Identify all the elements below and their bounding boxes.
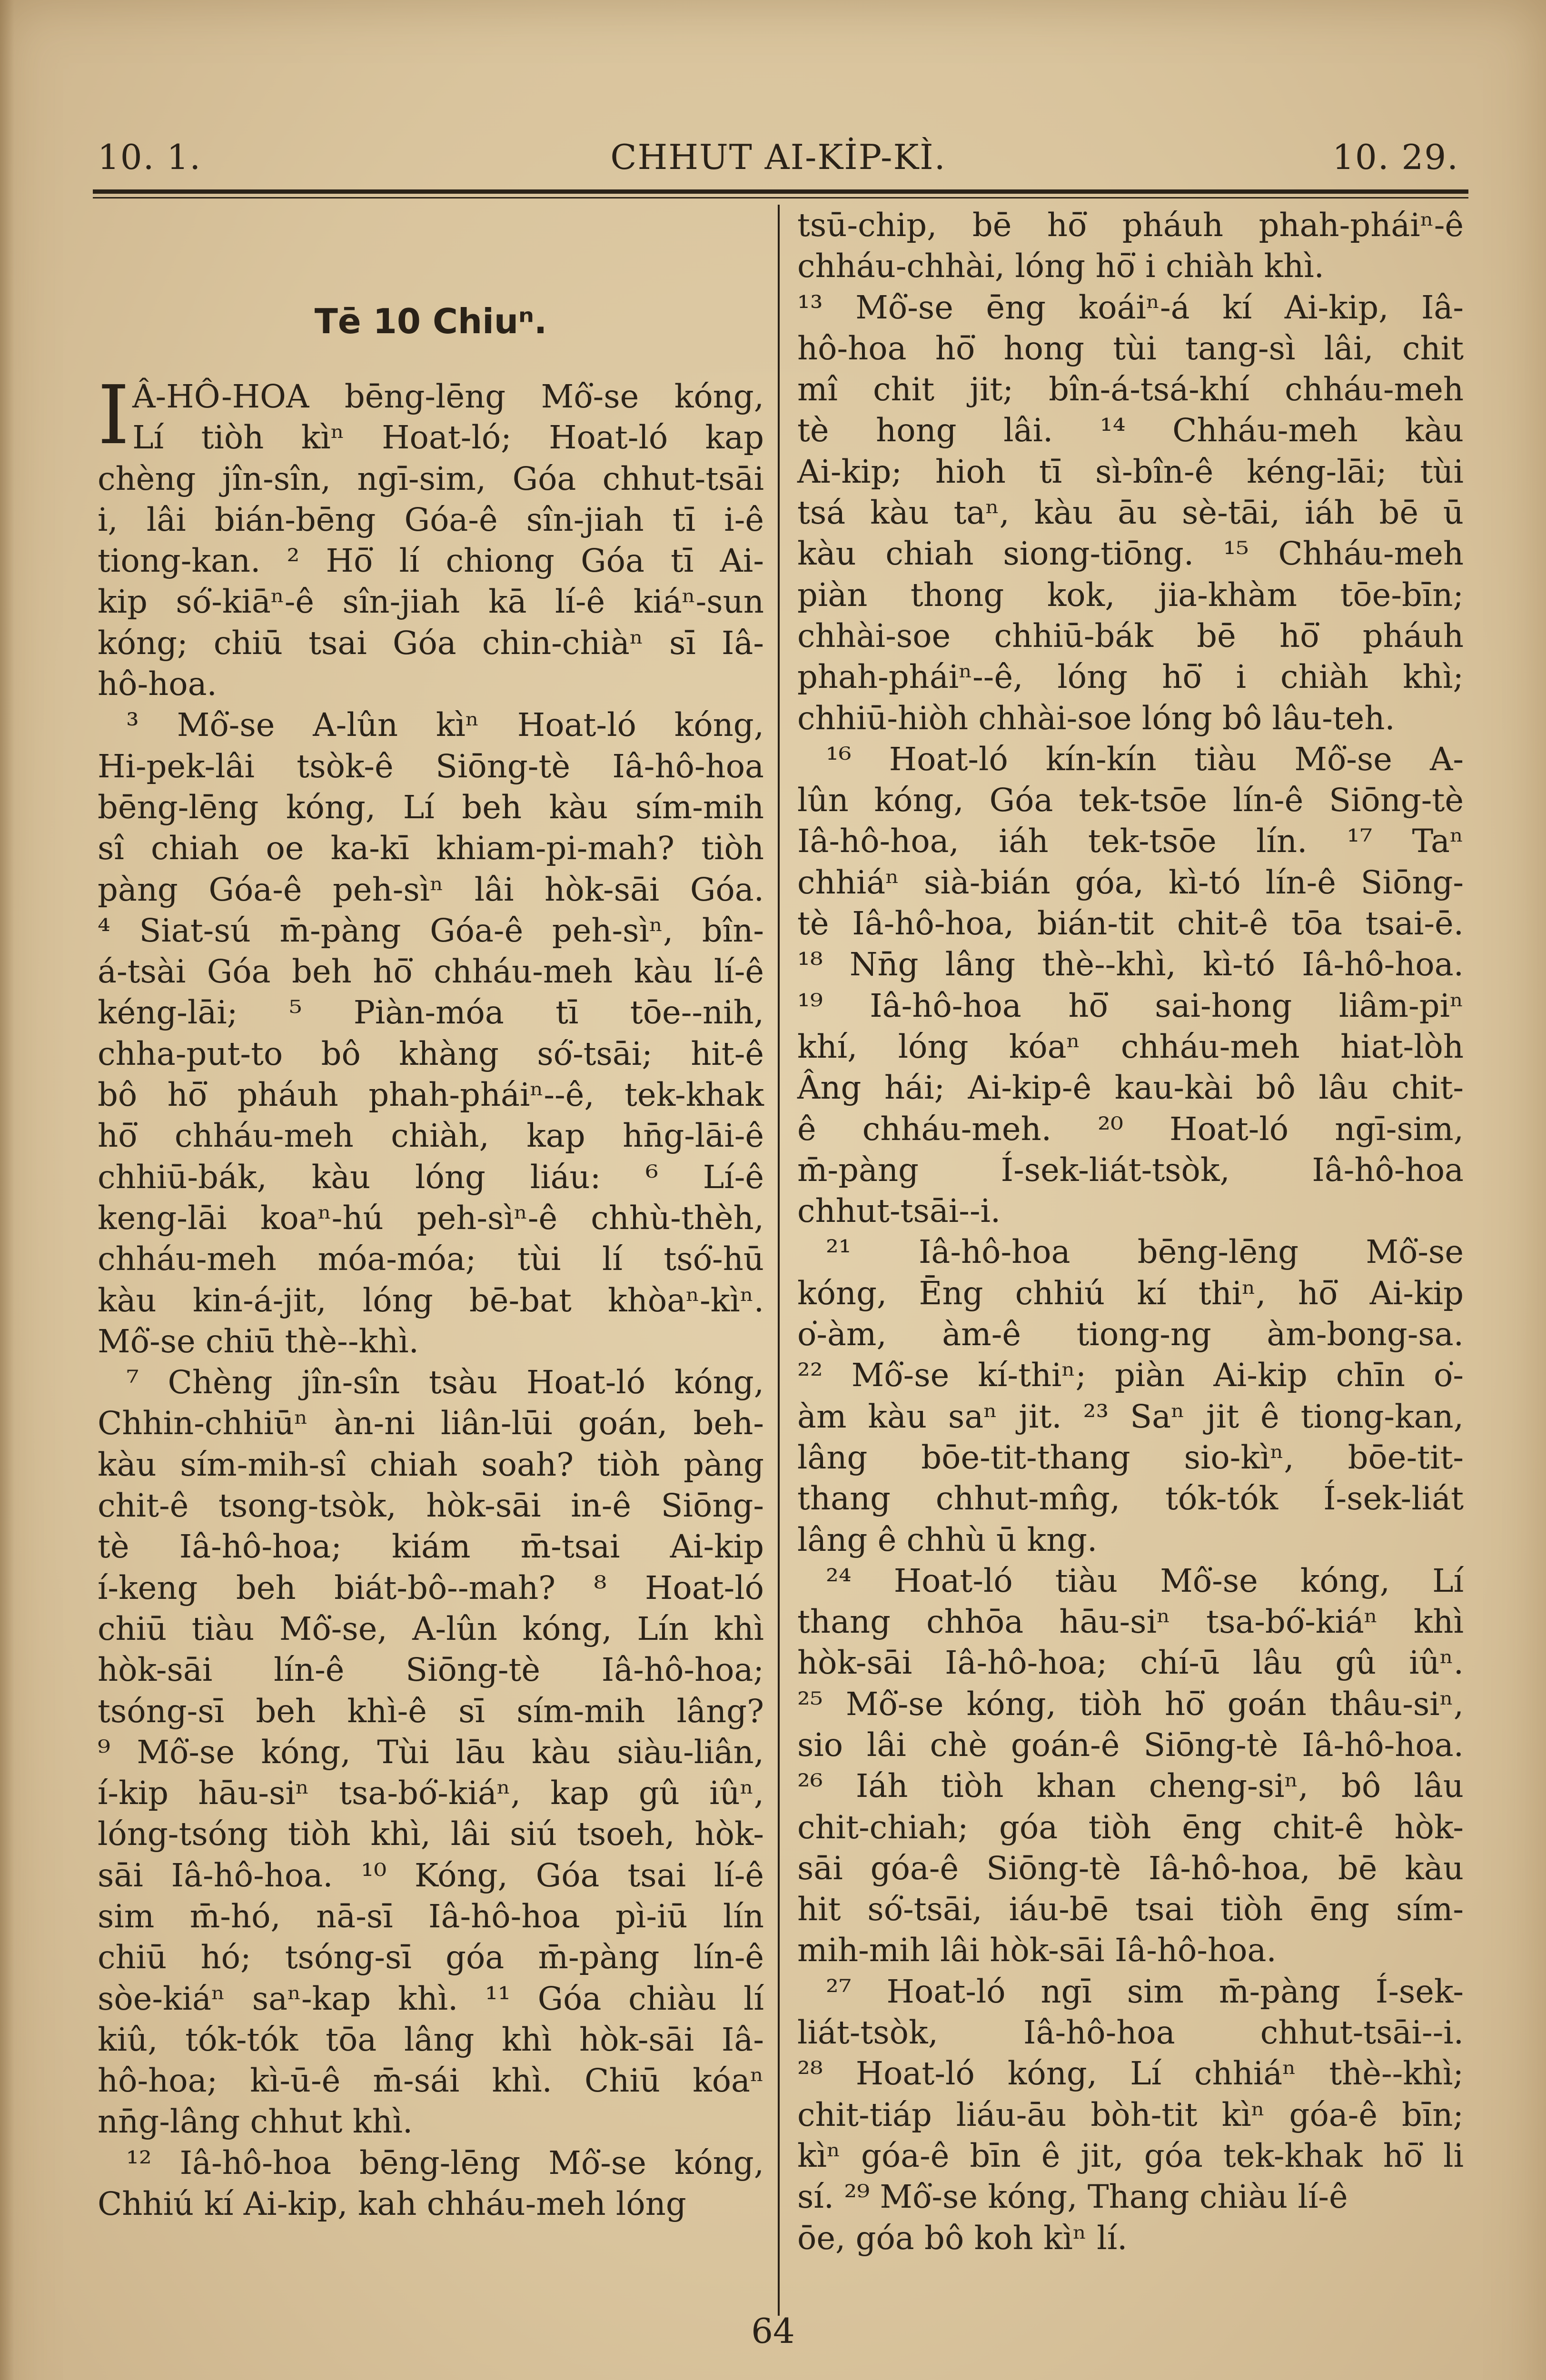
text-line: chha-put-to bô khàng só͘-tsāi; hit-ê [98,1035,764,1072]
text-line: ê chháu-meh. ²⁰ Hoat-ló ngī-sim, [797,1110,1464,1148]
text-line: sí. ²⁹ Mô͘-se kóng, Thang chiàu lí-ê [797,2178,1348,2216]
right-column-text [797,205,1464,2259]
text-line: chháu-meh móa-móa; tùi lí tsó͘-hū [98,1240,764,1278]
text-line: kiû, tók-tók tōa lâng khì hòk-sāi Iâ- [98,2021,764,2058]
drop-cap: I [98,368,130,463]
text-line: lóng-tsóng tiòh khì, lâi siú tsoeh, hòk- [98,1815,764,1853]
left-column [98,205,764,2224]
text-line: khí, lóng kóaⁿ chháu-meh hiat-lòh [797,1028,1464,1065]
text-line: sî chiah oe ka-kī khiam-pi-mah? tiòh [98,830,764,867]
text-line: Chhiú kí Ai-kip, kah chháu-meh lóng [98,2185,686,2223]
text-line: tsóng-sī beh khì-ê sī sím-mih lâng? [98,1692,764,1730]
text-line: kìⁿ góa-ê bīn ê jit, góa tek-khak hō͘ li [797,2137,1464,2174]
text-line: piàn thong kok, jia-khàm tōe-bīn; [797,576,1464,614]
text-line: àm kàu saⁿ jit. ²³ Saⁿ jit ê tiong-kan, [797,1398,1464,1435]
text-line: Âng hái; Ai-kip-ê kau-kài bô lâu chit- [797,1069,1464,1107]
text-line: Chhin-chhiūⁿ àn-ni liân-lūi goán, beh- [98,1405,764,1442]
text-line: lâng bōe-tit-thang sio-kìⁿ, bōe-tit- [797,1438,1464,1476]
text-line: Lí tiòh kìⁿ Hoat-ló; Hoat-ló kap [132,419,764,456]
header-book-title: CHHUT AI-KİP-KÌ. [610,137,946,177]
header-rule-thick [93,189,1468,194]
text-line: tè Iâ-hô-hoa, bián-tit chit-ê tōa tsai-ē. [797,905,1464,942]
text-line: ¹⁸ Nn̄g lâng thè--khì, kì-tó Iâ-hô-hoa. [797,946,1464,983]
text-line: hō͘ chháu-meh chiàh, kap hn̄g-lāi-ê [98,1117,764,1155]
text-line: tsá kàu taⁿ, kàu āu sè-tāi, iáh bē ū [797,494,1464,532]
text-line: chhiáⁿ sià-bián góa, kì-tó lín-ê Siōng- [797,863,1464,901]
right-column [797,205,1464,2259]
text-line: bô hō͘ pháuh phah-pháiⁿ--ê, tek-khak [98,1076,764,1114]
text-line: ²² Mô͘-se kí-thiⁿ; piàn Ai-kip chīn o͘- [797,1357,1464,1394]
text-line: tiong-kan. ² Hō͘ lí chiong Góa tī Ai- [98,542,764,580]
text-line: keng-lāi koaⁿ-hú peh-sìⁿ-ê chhù-thèh, [98,1199,764,1237]
left-column-text [98,368,764,2224]
text-line: bēng-lēng kóng, Lí beh kàu sím-mih [98,788,764,826]
text-line: phah-pháiⁿ--ê, lóng hō͘ i chiàh khì; [797,658,1464,696]
text-line: ²⁸ Hoat-ló kóng, Lí chhiáⁿ thè--khì; [797,2055,1464,2092]
text-line: lâng ê chhù ū kng. [797,1521,1098,1558]
text-line: chèng jîn-sîn, ngī-sim, Góa chhut-tsāi [98,460,764,497]
text-line: chiū hó; tsóng-sī góa m̄-pàng lín-ê [98,1939,764,1976]
text-line: sāi Iâ-hô-hoa. ¹⁰ Kóng, Góa tsai lí-ê [98,1856,764,1894]
text-line: sim m̄-hó, nā-sī Iâ-hô-hoa pì-iū lín [98,1897,764,1935]
text-line: chiū tiàu Mô͘-se, A-lûn kóng, Lín khì [98,1610,764,1647]
running-header [93,136,1464,178]
text-line: ¹⁶ Hoat-ló kín-kín tiàu Mô͘-se A- [826,740,1464,778]
text-line: chhài-soe chhiū-bák bē hō͘ pháuh [797,617,1464,654]
text-line: ōe, góa bô koh kìⁿ lí. [797,2219,1128,2257]
text-line: tsū-chip, bē hō͘ pháuh phah-pháiⁿ-ê [797,207,1464,244]
text-line: ¹² Iâ-hô-hoa bēng-lēng Mô͘-se kóng, [126,2144,764,2182]
text-line: hit só͘-tsāi, iáu-bē tsai tiòh ēng sím- [797,1891,1464,1928]
text-line: mih-mih lâi hòk-sāi Iâ-hô-hoa. [797,1932,1277,1969]
text-line: lûn kóng, Góa tek-tsōe lín-ê Siōng-tè [797,782,1464,819]
text-line: ⁴ Siat-sú m̄-pàng Góa-ê peh-sìⁿ, bîn- [98,912,764,949]
text-line: á-tsài Góa beh hō͘ chháu-meh kàu lí-ê [98,953,764,991]
text-line: hòk-sāi Iâ-hô-hoa; chí-ū lâu gû iûⁿ. [797,1644,1464,1682]
text-line: hô-hoa hō͘ hong tùi tang-sì lâi, chit [797,329,1464,367]
text-line: ³ Mô͘-se A-lûn kìⁿ Hoat-ló kóng, [126,706,764,744]
text-line: tè hong lâi. ¹⁴ Chháu-meh kàu [797,412,1464,449]
text-line: kip só͘-kiāⁿ-ê sîn-jiah kā lí-ê kiáⁿ-sun [98,583,764,621]
text-line: ²¹ Iâ-hô-hoa bēng-lēng Mô͘-se [826,1233,1464,1271]
header-chapter-verse-end: 10. 29. [1332,137,1459,177]
text-line: chit-tiáp liáu-āu bòh-tit kìⁿ góa-ê bīn; [797,2096,1464,2133]
text-line: thang chhut-mn̂g, tók-tók Í-sek-liát [797,1480,1464,1517]
text-line: i, lâi bián-bēng Góa-ê sîn-jiah tī i-ê [98,501,764,538]
text-line: Hi-pek-lâi tsòk-ê Siōng-tè Iâ-hô-hoa [98,747,764,785]
text-line: ²⁷ Hoat-ló ngī sim m̄-pàng Í-sek- [826,1973,1464,2010]
text-line: Â-HÔ-HOA bēng-lēng Mô͘-se kóng, [132,378,764,415]
text-line: nn̄g-lâng chhut khì. [98,2103,413,2141]
text-line: kàu kin-á-jit, lóng bē-bat khòaⁿ-kìⁿ. [98,1281,764,1319]
text-line: sòe-kiáⁿ saⁿ-kap khì. ¹¹ Góa chiàu lí [98,1980,764,2017]
text-line: kóng; chiū tsai Góa chin-chiàⁿ sī Iâ- [98,624,764,662]
text-line: Mô͘-se chiū thè--khì. [98,1322,419,1360]
text-line: mî chit jit; bîn-á-tsá-khí chháu-meh [797,371,1464,408]
text-line: liát-tsòk, Iâ-hô-hoa chhut-tsāi--i. [797,2014,1464,2052]
header-rule-thin [93,197,1468,198]
page-edge-shadow [0,0,14,2380]
text-line: í-kip hāu-siⁿ tsa-bó͘-kiáⁿ, kap gû iûⁿ, [98,1775,764,1812]
text-line: kéng-lāi; ⁵ Piàn-móa tī tōe--nih, [98,994,764,1031]
text-line: hòk-sāi lín-ê Siōng-tè Iâ-hô-hoa; [98,1651,764,1689]
text-line: í-keng beh biát-bô--mah? ⁸ Hoat-ló [98,1569,764,1606]
column-divider [778,205,780,2316]
text-line: Ai-kip; hioh tī sì-bîn-ê kéng-lāi; tùi [797,453,1464,490]
text-line: kàu chiah siong-tiōng. ¹⁵ Chháu-meh [797,535,1464,573]
text-line: ⁷ Chèng jîn-sîn tsàu Hoat-ló kóng, [126,1364,764,1401]
text-line: ⁹ Mô͘-se kóng, Tùi lāu kàu siàu-liân, [98,1733,764,1771]
text-line: o͘-àm, àm-ê tiong-ng àm-bong-sa. [797,1316,1464,1353]
text-line: Iâ-hô-hoa, iáh tek-tsōe lín. ¹⁷ Taⁿ [797,823,1464,860]
text-line: ²⁶ Iáh tiòh khan cheng-siⁿ, bô lâu [797,1767,1464,1805]
text-line: ¹³ Mô͘-se ēng koáiⁿ-á kí Ai-kip, Iâ- [797,288,1464,326]
text-line: chhut-tsāi--i. [797,1192,1001,1230]
text-line: hô-hoa. [98,665,217,703]
text-line: thang chhōa hāu-siⁿ tsa-bó͘-kiáⁿ khì [797,1603,1464,1641]
text-line: kóng, Ēng chhiú kí thiⁿ, hō͘ Ai-kip [797,1274,1464,1312]
text-line: hô-hoa; kì-ū-ê m̄-sái khì. Chiū kóaⁿ [98,2062,764,2100]
text-line: chháu-chhài, lóng hō͘ i chiàh khì. [797,248,1324,285]
text-line: ²⁴ Hoat-ló tiàu Mô͘-se kóng, Lí [826,1562,1464,1599]
text-line: pàng Góa-ê peh-sìⁿ lâi hòk-sāi Góa. [98,871,764,908]
text-line: sāi góa-ê Siōng-tè Iâ-hô-hoa, bē kàu [797,1849,1464,1887]
chapter-heading: Tē 10 Chiuⁿ. [314,301,547,341]
text-line: kàu sím-mih-sî chiah soah? tiòh pàng [98,1446,764,1483]
page-number: 64 [751,2311,795,2351]
text-line: chit-ê tsong-tsòk, hòk-sāi in-ê Siōng- [98,1487,764,1525]
text-line: ¹⁹ Iâ-hô-hoa hō͘ sai-hong liâm-piⁿ [797,987,1464,1024]
text-line: sio lâi chè goán-ê Siōng-tè Iâ-hô-hoa. [797,1726,1464,1764]
text-line: chit-chiah; góa tiòh ēng chit-ê hòk- [797,1808,1464,1846]
text-line: chhiū-bák, kàu lóng liáu: ⁶ Lí-ê [98,1158,764,1196]
text-line: ²⁵ Mô͘-se kóng, tiòh hō͘ goán thâu-siⁿ, [797,1685,1464,1723]
header-chapter-verse-start: 10. 1. [98,137,202,177]
text-line: chhiū-hiòh chhài-soe lóng bô lâu-teh. [797,699,1395,737]
text-line: m̄-pàng Í-sek-liát-tsòk, Iâ-hô-hoa [797,1151,1464,1189]
text-line: tè Iâ-hô-hoa; kiám m̄-tsai Ai-kip [98,1528,764,1566]
